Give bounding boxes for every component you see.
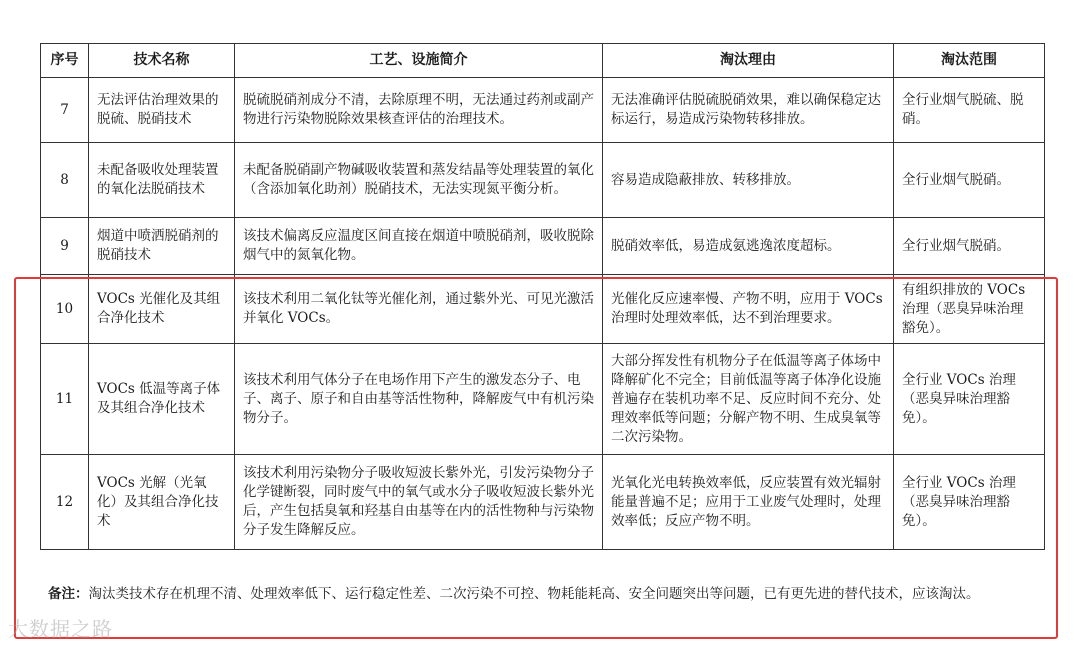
remark-label: 备注：	[48, 586, 89, 602]
cell-process: 该技术偏离反应温度区间直接在烟道中喷脱硝剂，吸收脱除烟气中的氮氧化物。	[235, 218, 603, 275]
cell-seq: 11	[41, 344, 89, 455]
cell-seq: 12	[41, 455, 89, 550]
cell-reason: 光氧化光电转换效率低，反应装置有效光辐射能量普遍不足；应用于工业废气处理时，处理效率低；反应产物不明。	[603, 455, 894, 550]
cell-scope: 全行业烟气脱硫、脱硝。	[894, 78, 1045, 143]
cell-seq: 9	[41, 218, 89, 275]
table-row	[41, 78, 1045, 143]
cell-process: 未配备脱硝副产物碱吸收装置和蒸发结晶等处理装置的氧化（含添加氧化助剂）脱硝技术，无法实现氮平衡分析。	[235, 143, 603, 218]
cell-scope: 有组织排放的 VOCs 治理（恶臭异味治理豁免）。	[894, 275, 1045, 344]
cell-scope: 全行业 VOCs 治理（恶臭异味治理豁免）。	[894, 455, 1045, 550]
table-row	[41, 275, 1045, 344]
watermark: 大数据之路	[8, 617, 113, 641]
cell-scope: 全行业 VOCs 治理（恶臭异味治理豁免）。	[894, 344, 1045, 455]
header-name: 技术名称	[89, 44, 235, 78]
cell-reason: 容易造成隐蔽排放、转移排放。	[603, 143, 894, 218]
cell-seq: 10	[41, 275, 89, 344]
cell-scope: 全行业烟气脱硝。	[894, 143, 1045, 218]
cell-name: 烟道中喷洒脱硝剂的脱硝技术	[89, 218, 235, 275]
header-reason: 淘汰理由	[603, 44, 894, 78]
cell-scope: 全行业烟气脱硝。	[894, 218, 1045, 275]
cell-name: 无法评估治理效果的脱硫、脱硝技术	[89, 78, 235, 143]
cell-name: 未配备吸收处理装置的氧化法脱硝技术	[89, 143, 235, 218]
table-row	[41, 344, 1045, 455]
cell-name: VOCs 光解（光氧化）及其组合净化技术	[89, 455, 235, 550]
cell-process: 该技术利用二氧化钛等光催化剂，通过紫外光、可见光激活并氧化 VOCs。	[235, 275, 603, 344]
cell-process: 脱硫脱硝剂成分不清，去除原理不明，无法通过药剂或副产物进行污染物脱除效果核查评估的治理技术。	[235, 78, 603, 143]
cell-reason: 脱硝效率低，易造成氨逃逸浓度超标。	[603, 218, 894, 275]
cell-reason: 光催化反应速率慢、产物不明，应用于 VOCs 治理时处理效率低，达不到治理要求。	[603, 275, 894, 344]
table-row	[41, 218, 1045, 275]
remark-text: 淘汰类技术存在机理不清、处理效率低下、运行稳定性差、二次污染不可控、物耗能耗高、安全问题突出等问题，已有更先进的替代技术，应该淘汰。	[88, 586, 980, 602]
table-row	[41, 455, 1045, 550]
cell-name: VOCs 低温等离子体及其组合净化技术	[89, 344, 235, 455]
table-header-row	[41, 44, 1045, 78]
cell-seq: 8	[41, 143, 89, 218]
remark-note	[48, 584, 1038, 605]
cell-name: VOCs 光催化及其组合净化技术	[89, 275, 235, 344]
header-seq: 序号	[41, 44, 89, 78]
table-row	[41, 143, 1045, 218]
header-process: 工艺、设施简介	[235, 44, 603, 78]
eliminated-technologies-table	[40, 43, 1045, 550]
cell-process: 该技术利用气体分子在电场作用下产生的激发态分子、电子、离子、原子和自由基等活性物种，降解废气中有机污染物分子。	[235, 344, 603, 455]
cell-reason: 大部分挥发性有机物分子在低温等离子体场中降解矿化不完全；目前低温等离子体净化设施普遍存在装机功率不足、反应时间不充分、处理效率低等问题；分解产物不明、生成臭氧等二次污染物。	[603, 344, 894, 455]
header-scope: 淘汰范围	[894, 44, 1045, 78]
cell-reason: 无法准确评估脱硫脱硝效果，难以确保稳定达标运行，易造成污染物转移排放。	[603, 78, 894, 143]
cell-process: 该技术利用污染物分子吸收短波长紫外光，引发污染物分子化学键断裂，同时废气中的氧气或水分子吸收短波长紫外光后，产生包括臭氧和羟基自由基等在内的活性物种与污染物分子发生降解反应。	[235, 455, 603, 550]
cell-seq: 7	[41, 78, 89, 143]
